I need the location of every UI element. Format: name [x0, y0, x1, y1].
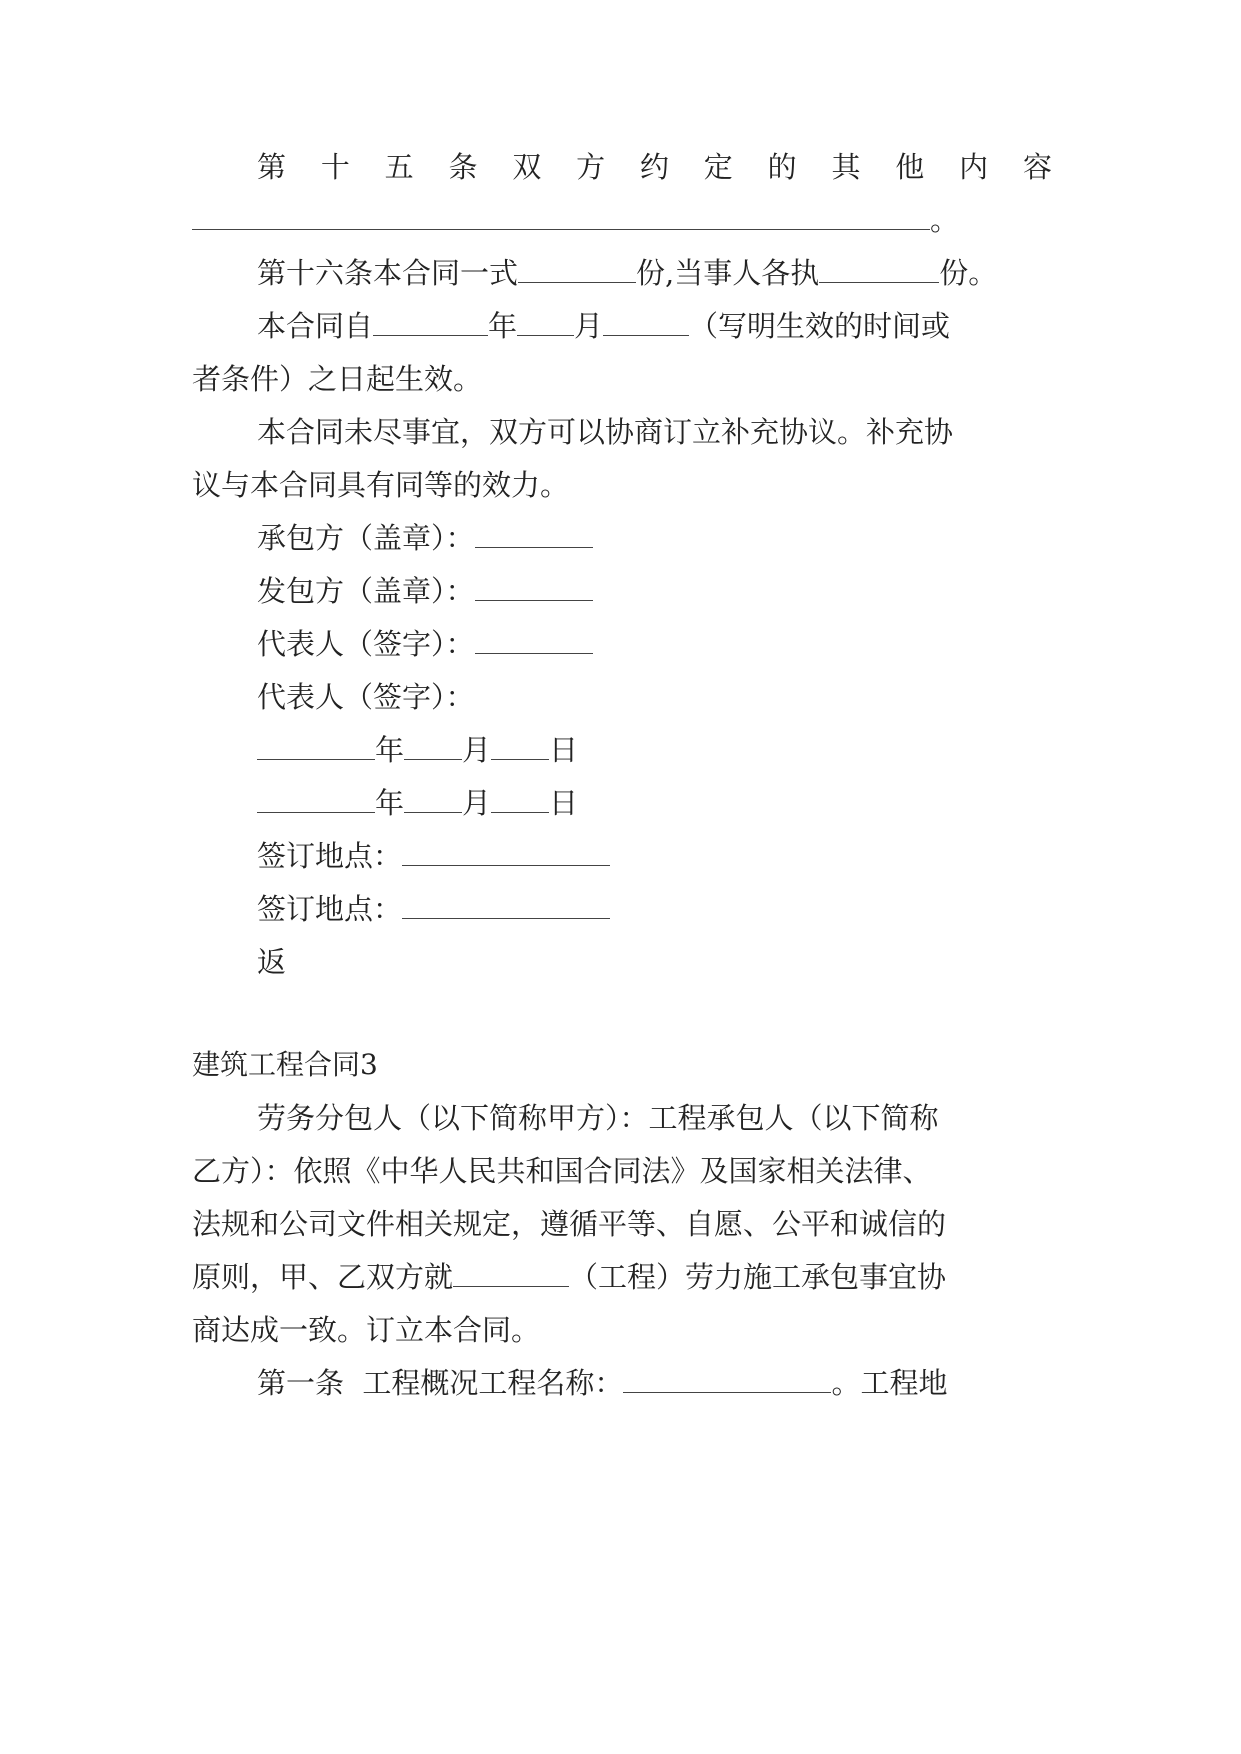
blank-field: [475, 518, 593, 548]
supplement-line-cont: 议与本合同具有同等的效力。: [192, 468, 570, 502]
blank-field: [517, 306, 574, 336]
signing-place-line: [257, 887, 1052, 931]
employer-seal-label: 发包方（盖章）：: [257, 574, 475, 608]
paragraph-text: 原则，甲、乙双方就: [192, 1260, 454, 1294]
paragraph-line: [192, 1255, 1052, 1299]
signing-place-line: [257, 834, 1052, 878]
blank-field: [491, 730, 549, 760]
effective-text: 本合同自: [257, 309, 374, 343]
blank-field: [623, 1363, 831, 1393]
blank-field: [257, 783, 375, 813]
signing-place-label: 签订地点：: [257, 892, 403, 926]
article-15-char: 约: [639, 150, 669, 184]
year-label: 年: [375, 786, 405, 820]
article-15-char: 条: [448, 150, 478, 184]
article-16-text: 份,当事人各执: [636, 256, 820, 290]
article-16-text: 第十六条本合同一式: [257, 256, 519, 290]
blank-field: [404, 730, 462, 760]
representative-sign-label: 代表人（签字）：: [257, 680, 475, 714]
year-label: 年: [375, 733, 405, 767]
effective-text: （写明生效的时间或: [689, 309, 951, 343]
representative-sign-line: [257, 675, 1052, 719]
blank-field: [192, 200, 930, 230]
article-15-char: 定: [703, 150, 733, 184]
back-text: 返: [257, 945, 287, 979]
article-15-char: 十: [320, 150, 350, 184]
article-15-char: 双: [512, 150, 542, 184]
effective-date-line: [257, 304, 1052, 348]
representative-sign-label: 代表人（签字）：: [257, 627, 475, 661]
day-label: 日: [549, 786, 579, 820]
paragraph-text: （工程）劳力施工承包事宜协: [569, 1260, 947, 1294]
article-1-text: 。工程地: [831, 1366, 948, 1400]
blank-field: [819, 253, 939, 283]
contractor-seal-line: [257, 516, 1052, 560]
section-heading: 建筑工程合同3: [192, 1048, 378, 1081]
date-line: [257, 781, 1052, 825]
article-1-line: [257, 1361, 1052, 1405]
article-16-line: [257, 251, 1052, 295]
paragraph-line: 乙方）：依照《中华人民共和国合同法》及国家相关法律、: [192, 1154, 932, 1188]
effective-date-line-cont: 者条件）之日起生效。: [192, 362, 483, 396]
effective-text: 年: [488, 309, 518, 343]
blank-field: [373, 306, 488, 336]
date-line: [257, 728, 1052, 772]
blank-field: [404, 783, 462, 813]
article-16-text: 份。: [939, 256, 998, 290]
paragraph-line: 劳务分包人（以下简称甲方）：工程承包人（以下简称: [257, 1101, 939, 1135]
article-15-blank-line: [192, 198, 1052, 242]
supplement-line: 本合同未尽事宜，双方可以协商订立补充协议。补充协: [257, 415, 954, 449]
employer-seal-line: [257, 569, 1052, 613]
blank-field: [475, 624, 593, 654]
article-15-line: [257, 145, 1052, 189]
article-15-char: 的: [767, 150, 797, 184]
contractor-seal-label: 承包方（盖章）：: [257, 521, 475, 555]
article-15-char: 五: [384, 150, 414, 184]
article-15-char: 其: [831, 150, 861, 184]
blank-field: [402, 836, 610, 866]
day-label: 日: [549, 733, 579, 767]
article-15-char: 他: [895, 150, 925, 184]
signing-place-label: 签订地点：: [257, 839, 403, 873]
article-15-end: 。: [930, 203, 960, 237]
blank-field: [402, 889, 610, 919]
article-15-char: 容: [1022, 150, 1052, 184]
blank-field: [453, 1257, 569, 1287]
article-15-char: 第: [257, 150, 287, 184]
article-15-char: 内: [959, 150, 989, 184]
effective-text: 月: [574, 309, 604, 343]
blank-field: [491, 783, 549, 813]
representative-sign-line: [257, 622, 1052, 666]
month-label: 月: [462, 733, 492, 767]
month-label: 月: [462, 786, 492, 820]
paragraph-line: 法规和公司文件相关规定，遵循平等、自愿、公平和诚信的: [192, 1207, 947, 1241]
blank-field: [257, 730, 375, 760]
blank-field: [518, 253, 636, 283]
article-1-text: 第一条 工程概况工程名称：: [257, 1366, 624, 1400]
paragraph-line: 商达成一致。订立本合同。: [192, 1313, 541, 1347]
blank-field: [475, 571, 593, 601]
blank-field: [603, 306, 689, 336]
article-15-char: 方: [576, 150, 606, 184]
